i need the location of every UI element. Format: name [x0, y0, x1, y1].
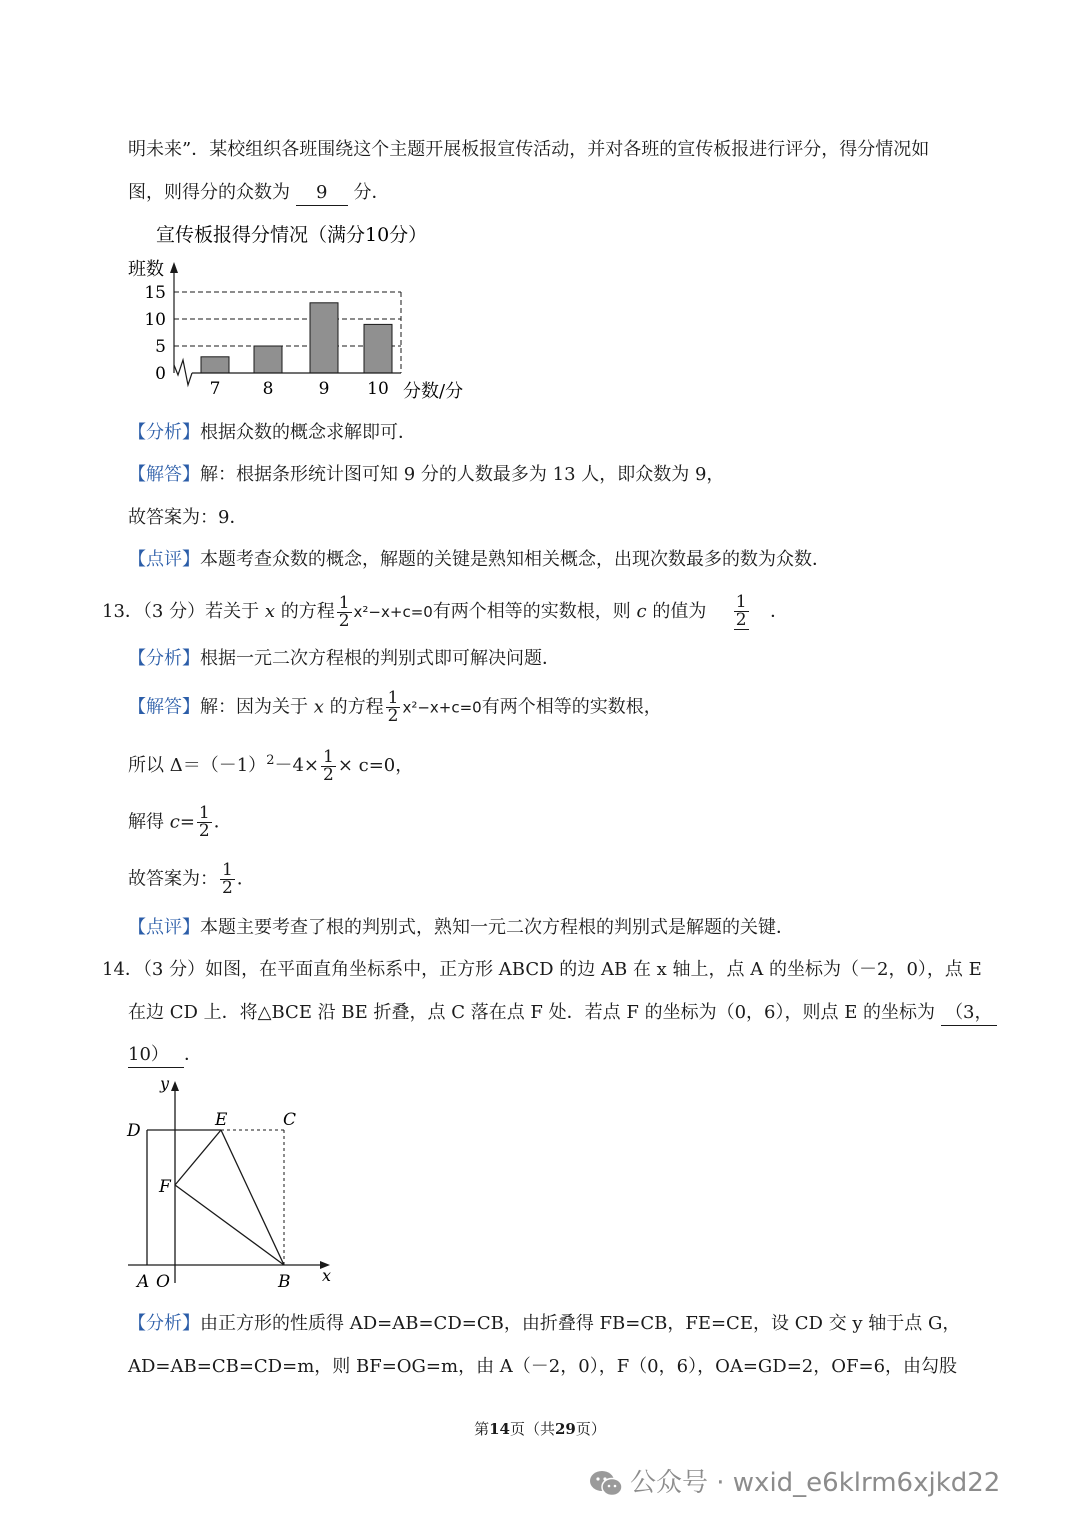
q13-comment: [128, 916, 794, 940]
label-A: A: [137, 1272, 150, 1292]
q13-stem-tail: 有两个相等的实数根，则: [432, 601, 631, 622]
label-y: y: [160, 1075, 170, 1093]
footer-total: 29: [555, 1420, 576, 1438]
q13-analysis: [128, 647, 560, 671]
q12-comment-text: 本题考查众数的概念，解题的关键是熟知相关概念，出现次数最多的数为众数．: [200, 549, 830, 570]
q13-final: [128, 862, 255, 897]
analysis-tag: 【分析】: [128, 648, 200, 669]
q14-analysis-line2: AD=AB=CB=CD=m，则 BF=OG=m，由 A（－2，0），F（0，6），OA=GD=2，OF=6，由勾股: [128, 1356, 958, 1377]
q13-fraction: [220, 862, 235, 897]
footer-page: 14: [489, 1420, 510, 1438]
q14-line1-text: （3 分）如图，在平面直角坐标系中，正方形 ABCD 的边 AB 在 x 轴上，点 A 的坐标为（－2，0），点 E: [142, 959, 982, 980]
bar-8: [254, 346, 282, 373]
watermark: [588, 1462, 1000, 1499]
y-axis-arrow: [171, 1081, 179, 1091]
q13-solution: [128, 690, 662, 725]
frac-den: 2: [735, 610, 747, 630]
q13-sol-pre: 解：因为关于: [200, 696, 308, 718]
q12-line1: 明未来”．某校组织各班围绕这个主题开展板报宣传活动，并对各班的宣传板报进行评分，得分情况如: [128, 139, 930, 160]
q14-line3: [128, 1043, 202, 1068]
x-tick-label: 9: [318, 379, 330, 399]
comment-tag: 【点评】: [128, 549, 200, 570]
q13-period: ．: [213, 811, 232, 833]
label-B: B: [278, 1272, 291, 1292]
frac-num: 1: [338, 592, 350, 613]
q13-var-c: c: [636, 601, 647, 622]
frac-den: 2: [323, 764, 334, 785]
solution-tag: 【解答】: [128, 464, 200, 485]
q14-line1: [102, 958, 982, 982]
q14-analysis-line1: 由正方形的性质得 AD=AB=CD=CB，由折叠得 FB=CB，FE=CE，设 CD 交 y 轴于点 G，: [200, 1313, 961, 1334]
frac-den: 2: [338, 610, 350, 631]
q12-line2-post: 分．: [353, 182, 390, 203]
q13-score: （3 分）若关于: [142, 601, 260, 622]
score-bar-chart: [120, 215, 490, 410]
q13-solve: [128, 805, 232, 840]
frac-num: 1: [735, 592, 747, 612]
q12-answer: 9: [296, 181, 348, 206]
label-E: E: [215, 1110, 228, 1130]
q12-analysis-text: 根据众数的概念求解即可．: [200, 422, 416, 443]
q14-number: 14．: [102, 959, 143, 980]
chart-y-label: 班数: [128, 259, 164, 280]
footer-pre: 第: [474, 1420, 490, 1438]
q13-delta-sq: 2: [266, 753, 275, 768]
page-footer: [0, 1418, 1080, 1439]
x-tick-label: 10: [367, 379, 389, 399]
coordinate-figure: [120, 1075, 350, 1295]
q14-period: ．: [184, 1044, 202, 1065]
q13-var-x: x: [313, 696, 324, 718]
q13-period: ．: [236, 868, 255, 890]
footer-post: 页）: [575, 1420, 606, 1438]
segment-fb: [175, 1185, 284, 1265]
q14-answer-part2: 10）: [128, 1043, 184, 1068]
chart-x-label: 分数/分: [403, 381, 464, 402]
q12-analysis: [128, 421, 416, 445]
axis-break: [174, 360, 192, 385]
frac-num: 1: [323, 746, 334, 767]
y-tick-label: 0: [155, 364, 166, 384]
bar-7: [201, 357, 229, 373]
frac-num: 1: [387, 688, 399, 708]
frac-den: 2: [198, 821, 210, 841]
bar-10: [364, 324, 392, 373]
label-x: x: [322, 1266, 332, 1285]
frac-den: 2: [387, 706, 399, 726]
q13-solve-pre: 解得: [128, 811, 164, 833]
q13-fraction: [386, 690, 401, 725]
watermark-text: 公众号 · wxid_e6klrm6xjkd22: [630, 1468, 1001, 1498]
q13-comment-text: 本题主要考查了根的判别式，熟知一元二次方程根的判别式是解题的关键．: [200, 917, 794, 938]
y-tick-label: 5: [155, 337, 166, 357]
footer-mid: 页（共: [509, 1420, 555, 1438]
q14-line2-pre: 在边 CD 上．将△BCE 沿 BE 折叠，点 C 落在点 F 处．若点 F 的坐标为（0，6），则点 E 的坐标为: [128, 1002, 936, 1023]
q12-comment: [128, 548, 830, 572]
q13-period: ．: [770, 601, 789, 622]
analysis-tag: 【分析】: [128, 1313, 200, 1334]
wechat-icon: [588, 1469, 624, 1499]
x-tick-label: 8: [262, 379, 274, 399]
frac-den: 2: [222, 878, 233, 898]
q13-fraction: [321, 746, 336, 785]
bar-9: [310, 303, 338, 373]
frac-num: 1: [222, 860, 233, 880]
q13-fraction: [197, 805, 212, 840]
frac-num: 1: [198, 803, 210, 823]
q12-final: 故答案为：9．: [128, 507, 248, 528]
q13-stem-mid: 的方程: [280, 601, 335, 622]
solution-tag: 【解答】: [128, 696, 200, 718]
y-tick-label: 15: [144, 283, 166, 303]
q14-analysis: [128, 1312, 960, 1336]
y-axis-arrow: [170, 262, 178, 273]
q12-solution-text: 解：根据条形统计图可知 9 分的人数最多为 13 人，即众数为 9，: [200, 464, 725, 485]
q13-fraction: [337, 592, 352, 631]
q13-stem-end: 的值为: [652, 601, 707, 622]
label-O: O: [156, 1272, 170, 1292]
q12-solution: [128, 463, 724, 487]
q13-sol-mid: 的方程: [329, 696, 384, 718]
q13-var-x: x: [264, 601, 275, 622]
q13-delta-pre: 所以 Δ＝（－1）: [128, 755, 267, 776]
q13-analysis-text: 根据一元二次方程根的判别式即可解决问题．: [200, 648, 560, 669]
q12-line2-pre: 图，则得分的众数为: [128, 182, 290, 203]
q13-solve-eq: c=: [169, 811, 195, 833]
segment-ef: [175, 1130, 221, 1185]
comment-tag: 【点评】: [128, 917, 200, 938]
q13-sol-post: 有两个相等的实数根，: [481, 696, 662, 718]
q13-final-pre: 故答案为：: [128, 868, 218, 890]
q13-equation: x²−x+c=0: [402, 698, 482, 717]
label-D: D: [127, 1121, 141, 1141]
x-tick-label: 7: [209, 379, 221, 399]
label-F: F: [159, 1177, 171, 1197]
q13-stem: [102, 594, 788, 630]
q13-delta-mid: －4×: [274, 755, 320, 776]
label-C: C: [283, 1110, 297, 1130]
q14-line2: [128, 1001, 997, 1026]
analysis-tag: 【分析】: [128, 422, 200, 443]
q13-number: 13．: [102, 601, 143, 622]
q13-delta-post: × c=0，: [337, 755, 414, 776]
q12-line2: [128, 181, 389, 206]
y-tick-label: 10: [144, 310, 166, 330]
segment-eb: [221, 1130, 284, 1265]
q13-delta: [128, 748, 413, 784]
chart-title: 宣传板报得分情况（满分10分）: [156, 224, 428, 246]
q13-equation: x²−x+c=0: [353, 603, 433, 621]
q13-answer: [712, 594, 770, 630]
q14-answer-part1: （3，: [941, 1001, 997, 1026]
